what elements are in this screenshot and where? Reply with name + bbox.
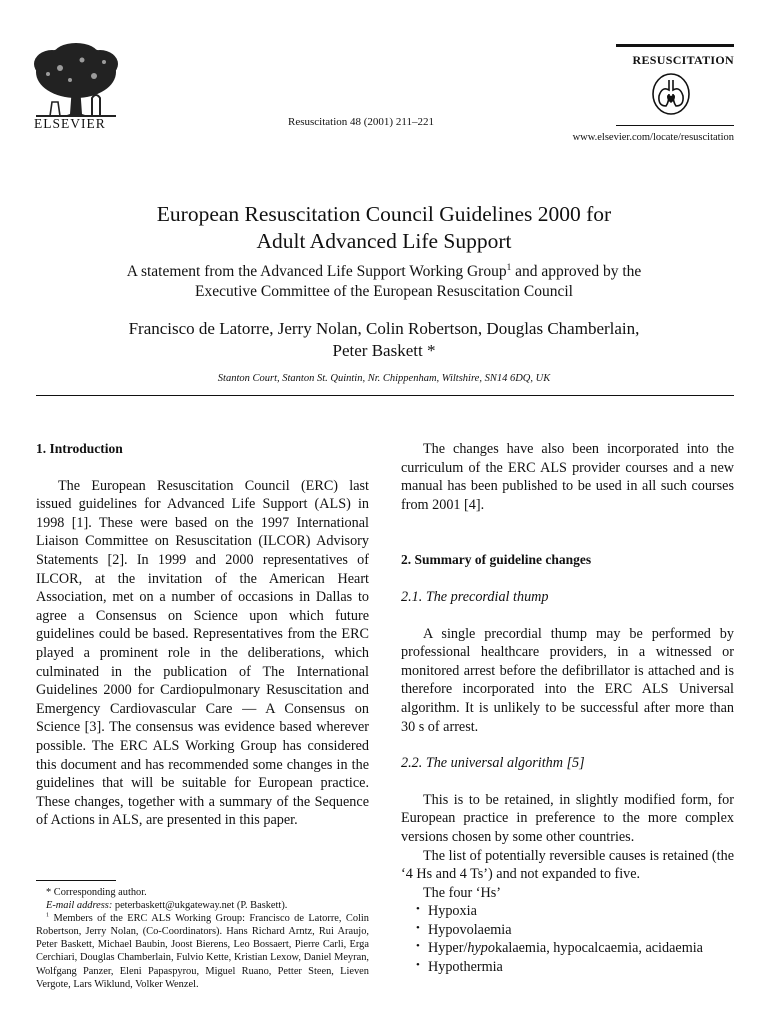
footnote-corresponding: * Corresponding author. <box>46 887 147 898</box>
spacer <box>401 607 734 625</box>
journal-url[interactable]: www.elsevier.com/locate/resuscitation <box>572 132 734 143</box>
right-paragraph1: The changes have also been incorporated into the curriculum of the ERC ALS provider courses and a new manual has been published to be used in all such courses from 2001 [4]. <box>401 441 734 513</box>
subsection22-heading: 2.2. The universal algorithm [5] <box>401 755 585 772</box>
subsection21-paragraph1: A single precordial thump may be performed by professional healthcare providers, in a witnessed or monitored arrest before the defibrillator is attached and is therefore incorporated into the ERC ALS Universal algorithm. It is unlikely to be successful after more than 30 s of arrest. <box>401 625 734 735</box>
title-divider <box>36 395 734 396</box>
article-title-line2: Adult Advanced Life Support <box>256 229 512 253</box>
footnotes <box>36 886 369 991</box>
hs-item-electrolytes <box>416 939 734 958</box>
article-subtitle-line2: Executive Committee of the European Resuscitation Council <box>195 283 573 300</box>
section2-heading: 2. Summary of guideline changes <box>401 552 592 568</box>
hs-item-hypovolaemia: • Hypovolaemia <box>416 921 734 940</box>
hs-item3-b: hypo <box>467 940 495 957</box>
four-hs-label: The four ‘Hs’ <box>423 884 502 901</box>
lungs-heart-logo-icon <box>650 72 692 116</box>
hs-item3-c: kalaemia, hypocalcaemia, acidaemia <box>495 940 703 957</box>
spacer <box>401 736 734 754</box>
footnote-ref-1[interactable]: 1 <box>506 262 512 273</box>
author-affiliation: Stanton Court, Stanton St. Quintin, Nr. Chippenham, Wiltshire, SN14 6DQ, UK <box>217 373 551 384</box>
publisher-name: ELSEVIER <box>34 116 106 131</box>
email-address[interactable]: peterbaskett@ukgateway.net (P. Baskett). <box>112 900 288 912</box>
journal-name: RESUSCITATION <box>632 53 734 67</box>
section1-heading: 1. Introduction <box>36 441 123 456</box>
footnote-email <box>36 899 369 912</box>
footnote-rule <box>36 880 116 881</box>
hs-item-hypoxia: • Hypoxia <box>416 902 734 921</box>
members-list: Members of the ERC ALS Working Group: Francisco de Latorre, Colin Robertson, Jerry Nolan, (Co-Coordinators). Hans Richard Arntz, Rui Araujo, Peter Baskett, Michael Baubin, Joost Bierens, Leo Bossaert, Pierre Carli, Erga Cerchiari, Douglas Chamberlain, Fulvio Kette, Kristian Lexow, Daniel Meyran, Wolfgang Panzer, Eleni Papaspyrou, Miguel Ruano, Petter Steen, Lieven Vergote, Lars Wiklund, Volker Wenzel. <box>36 913 369 990</box>
footnote-mark-1: 1 <box>46 911 50 919</box>
subsection21-heading: 2.1. The precordial thump <box>401 588 549 605</box>
article-title-line1: European Resuscitation Council Guidelines 2000 for <box>156 202 612 226</box>
right-column <box>401 440 734 977</box>
spacer <box>401 773 734 791</box>
subsection22-paragraph1: This is to be retained, in slightly modified form, for European practice in preference to the more complex versions chosen by some other countries. <box>401 791 734 845</box>
journal-rule-bottom <box>616 125 734 126</box>
hs-item3-a: Hyper/ <box>428 940 468 957</box>
article-subtitle-line1 <box>0 263 768 281</box>
section1-paragraph1: The European Resuscitation Council (ERC) last issued guidelines for Advanced Life Support (ALS) in 1998 [1]. These were based on the 1997 International Liaison Committee on Resuscitation (ILCOR) Advisory Statements [2]. In 1999 and 2000 representatives of ILCOR, at the invitation of the American Heart Association, met on a number of occasions in Dallas to agree a Consensus on Science upon which future guidelines could be based. Representatives from the ERC played a prominent role in the deliberations, which culminated in the publication of The International Guidelines 2000 for Cardiopulmonary Resuscitation and Emergency Cardiovascular Care — A Consensus on Science [3]. The consensus was evidence based wherever possible. The ERC ALS Working Group has considered this document and has recommended some changes in the guidelines that will be suitable for European practice. These changes, together with a summary of the Sequence of Actions in ALS, are presented in this paper. <box>36 477 369 829</box>
hs-item-hypothermia: • Hypothermia <box>416 958 734 977</box>
four-hs-list <box>401 902 734 976</box>
spacer <box>401 514 734 551</box>
subsection22-paragraph2: The list of potentially reversible causes is retained (the ‘4 Hs and 4 Ts’) and not expanded to five. <box>401 847 734 883</box>
subtitle-text-a: A statement from the Advanced Life Support Working Group <box>126 263 507 280</box>
spacer <box>36 459 369 477</box>
footnote-members <box>36 912 369 991</box>
spacer <box>401 570 734 588</box>
authors-line1: Francisco de Latorre, Jerry Nolan, Colin Robertson, Douglas Chamberlain, <box>128 319 640 338</box>
journal-rule-top <box>616 44 734 47</box>
subtitle-text-b: and approved by the <box>511 263 642 280</box>
journal-citation: Resuscitation 48 (2001) 211–221 <box>288 116 434 128</box>
email-label: E-mail address: <box>46 900 113 912</box>
authors-line2: Peter Baskett * <box>332 341 436 360</box>
left-column <box>36 440 369 830</box>
